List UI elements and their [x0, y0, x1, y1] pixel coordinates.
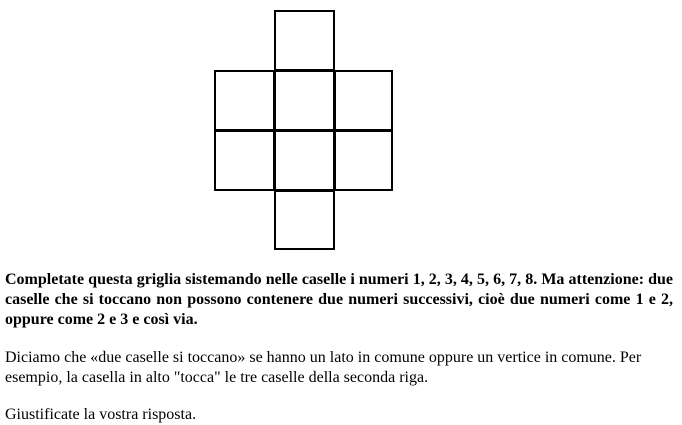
grid-cell-row3-left[interactable] [214, 130, 275, 191]
explanation-text: Diciamo che «due caselle si toccano» se hanno un lato in comune oppure un vertice in comune. Per esempio, la casella in alto "tocca" le tre caselle della seconda riga. [5, 349, 642, 386]
instruction-text: Completate questa griglia sistemando nelle caselle i numeri 1, 2, 3, 4, 5, 6, 7, 8. Ma attenzione: due caselle che si toccano non possono contenere due numeri successivi, cioè due numeri come 1 e 2, oppure come 2 e 3 e così via. [5, 271, 673, 328]
justify-prompt-text: Giustificate la vostra risposta. [5, 406, 197, 423]
grid-cell-row2-right[interactable] [334, 70, 393, 131]
grid-cell-row3-right[interactable] [334, 130, 393, 191]
grid-cell-bottom[interactable] [274, 190, 335, 250]
grid-cell-top[interactable] [274, 10, 335, 71]
grid-cell-row2-center[interactable] [274, 70, 335, 131]
grid-cell-row3-center[interactable] [274, 130, 335, 191]
grid-cell-row2-left[interactable] [214, 70, 275, 131]
